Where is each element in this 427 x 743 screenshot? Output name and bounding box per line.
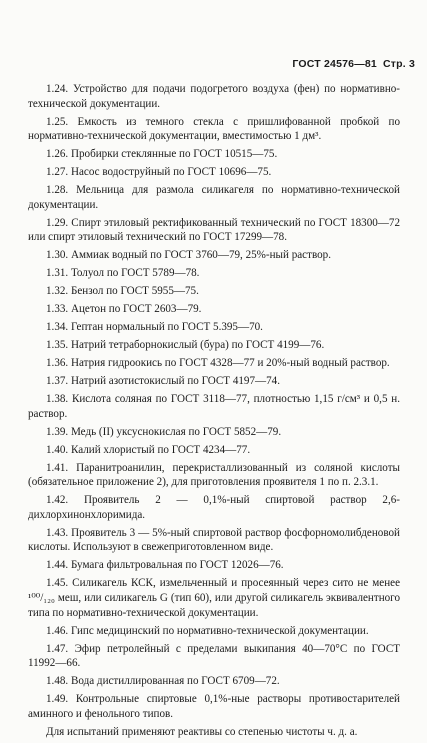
- paragraph-reagent-purity: Для испытаний применяют реактивы со степенью чистоты ч. д. а.: [46, 725, 358, 738]
- paragraph-1-24: 1.24. Устройство для подачи подогретого воздуха (фен) по нормативно-технической документации.: [28, 83, 400, 110]
- paragraph-1-34: 1.34. Гептан нормальный по ГОСТ 5.395—70.: [46, 321, 263, 334]
- paragraph-1-37: 1.37. Натрий азотистокислый по ГОСТ 4197—74.: [46, 375, 280, 388]
- paragraph-1-31: 1.31. Толуол по ГОСТ 5789—78.: [46, 267, 200, 280]
- paragraph-1-49: 1.49. Контрольные спиртовые 0,1%-ные растворы противостарителей аминного и фенольного типов.: [28, 693, 400, 720]
- paragraph-1-47: 1.47. Эфир петролейный с пределами выкипания 40—70°С по ГОСТ 11992—66.: [28, 642, 400, 670]
- paragraph-1-46: 1.46. Гипс медицинский по нормативно-технической документации.: [46, 624, 369, 637]
- paragraph-1-28: 1.28. Мельница для размола силикагеля по нормативно-технической документации.: [28, 184, 400, 211]
- paragraph-1-42: 1.42. Проявитель 2 — 0,1%-ный спиртовой раствор 2,6-дихлорхинонхлоримида.: [28, 494, 400, 521]
- paragraph-1-48: 1.48. Вода дистиллированная по ГОСТ 6709—72.: [46, 675, 280, 688]
- paragraph-1-35: 1.35. Натрий тетраборнокислый (бура) по ГОСТ 4199—76.: [46, 339, 325, 352]
- paragraph-1-25: 1.25. Емкость из темного стекла с пришлифованной пробкой по нормативно-технической документации, вместимостью 1 дм³.: [28, 115, 400, 143]
- paragraph-1-32: 1.32. Бензол по ГОСТ 5955—75.: [46, 285, 199, 298]
- paragraph-1-33: 1.33. Ацетон по ГОСТ 2603—79.: [46, 303, 202, 316]
- paragraph-1-41: 1.41. Паранитроанилин, перекристаллизованный из соляной кислоты (обязательное приложение 2), для приготовления проявителя 1 по п. 2.3.1.: [28, 461, 400, 489]
- paragraph-1-26: 1.26. Пробирки стеклянные по ГОСТ 10515—75.: [46, 148, 278, 161]
- paragraph-1-38: 1.38. Кислота соляная по ГОСТ 3118—77, плотностью 1,15 г/см³ и 0,5 н. раствор.: [28, 393, 400, 420]
- page-header: [292, 58, 415, 70]
- paragraph-1-39: 1.39. Медь (II) уксуснокислая по ГОСТ 5852—79.: [46, 425, 282, 438]
- paragraph-1-45: 1.45. Силикагель КСК, измельченный и просеянный через сито не менее ¹⁰⁰/₁₂₀ меш, или силикагель G (тип 60), или другой силикагель эквивалентного типа по нормативно-технической документации.: [28, 577, 400, 619]
- page-number: Стр. 3: [382, 58, 415, 70]
- paragraph-1-29: 1.29. Спирт этиловый ректификованный технический по ГОСТ 18300—72 или спирт этиловый технический по ГОСТ 17299—78.: [28, 216, 400, 244]
- paragraph-1-27: 1.27. Насос водоструйный по ГОСТ 10696—75.: [46, 166, 272, 179]
- paragraph-1-30: 1.30. Аммиак водный по ГОСТ 3760—79, 25%-ный раствор.: [46, 249, 331, 262]
- paragraph-1-40: 1.40. Калий хлористый по ГОСТ 4234—77.: [46, 443, 251, 456]
- document-body: [28, 82, 400, 743]
- paragraph-1-36: 1.36. Натрия гидроокись по ГОСТ 4328—77 и 20%-ный водный раствор.: [46, 357, 390, 370]
- paragraph-1-43: 1.43. Проявитель 3 — 5%-ный спиртовой раствор фосфорномолибденовой кислоты. Используют в свежеприготовленном виде.: [28, 526, 400, 554]
- paragraph-1-44: 1.44. Бумага фильтровальная по ГОСТ 12026—76.: [46, 559, 284, 572]
- standard-number: ГОСТ 24576—81: [292, 58, 377, 70]
